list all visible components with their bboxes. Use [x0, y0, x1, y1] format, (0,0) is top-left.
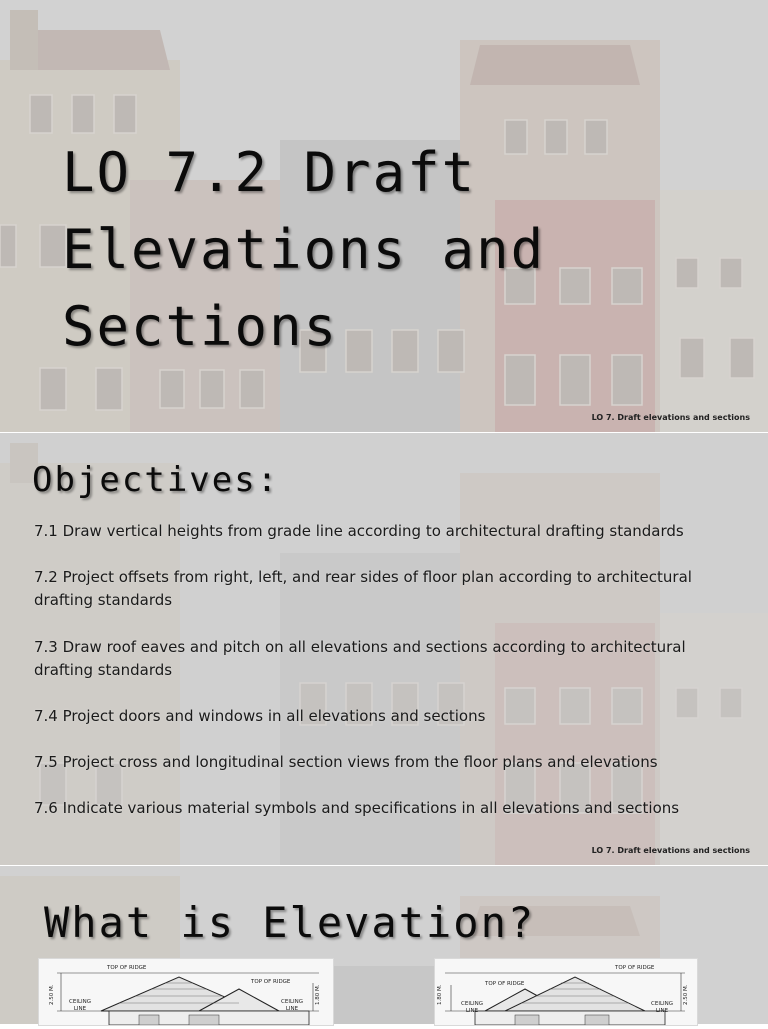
objective-item: 7.6 Indicate various material symbols and specifications in all elevations and sections: [34, 799, 680, 817]
objective-item: 7.4 Project doors and windows in all elevations and sections: [34, 707, 486, 725]
objectives-heading: Objectives:: [32, 460, 280, 500]
objective-item: 7.5 Project cross and longitudinal section views from the floor plans and elevations: [34, 753, 658, 771]
slide-title-heading: LO 7.2 Draft Elevations and Sections: [62, 141, 546, 358]
slide-title: [0, 0, 768, 432]
ceiling-line-label: CEILING LINE: [281, 999, 303, 1012]
objective-item: 7.3 Draw roof eaves and pitch on all elevations and sections according to architectural drafting standards: [34, 638, 686, 679]
house-elevation-sketch: [39, 959, 333, 1025]
objectives-list: [34, 520, 734, 821]
top-of-ridge-label: TOP OF RIDGE: [615, 965, 655, 971]
elevation-heading: What is Elevation?: [44, 898, 536, 947]
dimension-label: 2.50 M.: [683, 984, 689, 1005]
ceiling-line-label: CEILING LINE: [651, 1001, 673, 1014]
dimension-label: 1.80 M.: [315, 984, 321, 1005]
elevation-drawing-right: [434, 958, 698, 1026]
top-of-ridge-label: TOP OF RIDGE: [485, 981, 525, 987]
house-elevation-sketch: [435, 959, 697, 1025]
objective-item: 7.1 Draw vertical heights from grade line according to architectural drafting standards: [34, 522, 684, 540]
ceiling-line-label: CEILING LINE: [69, 999, 91, 1012]
dimension-label: 1.80 M.: [437, 984, 443, 1005]
dimension-label: 2.50 M.: [49, 984, 55, 1005]
slide-footer: LO 7. Draft elevations and sections: [591, 846, 750, 855]
top-of-ridge-label: TOP OF RIDGE: [107, 965, 147, 971]
ceiling-line-label: CEILING LINE: [461, 1001, 483, 1014]
objective-item: 7.2 Project offsets from right, left, and rear sides of floor plan according to architectural drafting standards: [34, 568, 692, 609]
top-of-ridge-label: TOP OF RIDGE: [251, 979, 291, 985]
slide-footer: LO 7. Draft elevations and sections: [591, 413, 750, 422]
elevation-drawing-left: [38, 958, 334, 1026]
